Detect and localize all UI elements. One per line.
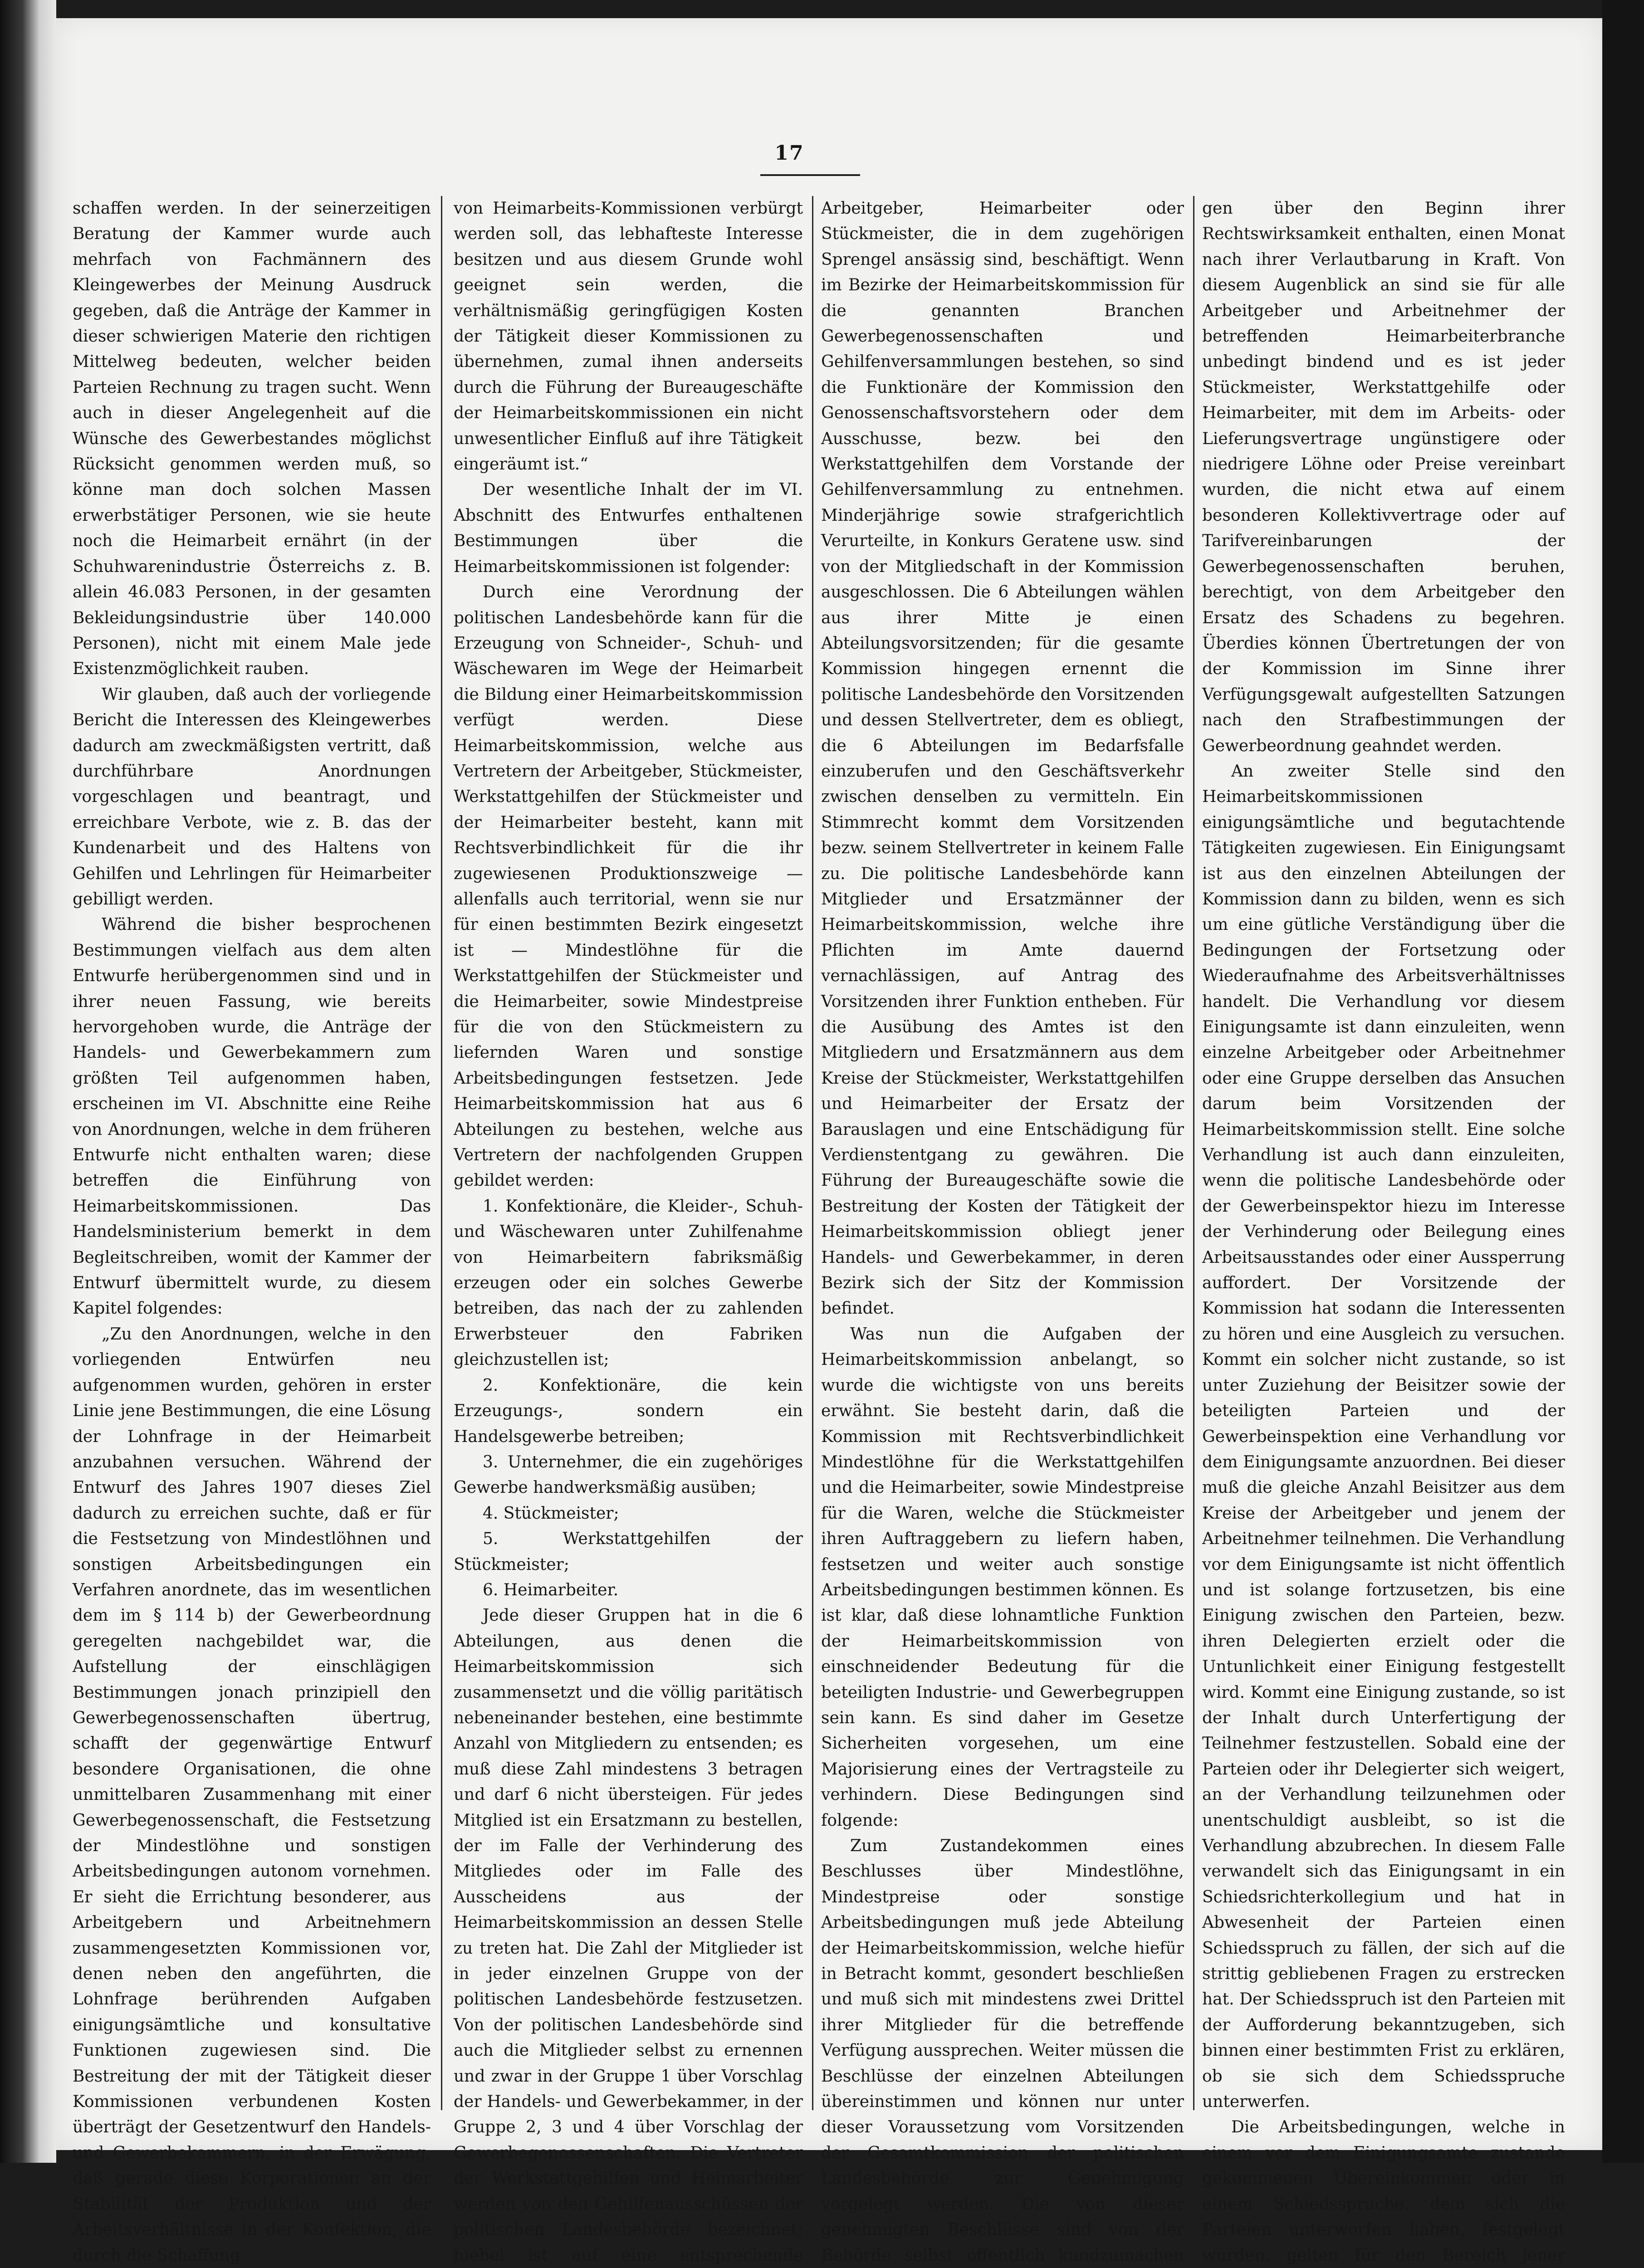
column-rule <box>1193 196 1194 2110</box>
paragraph: An zweiter Stelle sind den Heimarbeitskommissionen einigungsämtliche und begutachtende Tätigkeiten zugewiesen. Ein Einigungsamt ist aus den einzelnen Abteilungen der Kommission dann zu bilden, wenn es sich um eine gütliche Verständigung über die Bedingungen der Fortsetzung oder Wiederaufnahme des Arbeitsverhältnisses handelt. Die Verhandlung vor diesem Einigungsamte ist dann einzuleiten, wenn einzelne Arbeitgeber oder Arbeitnehmer oder eine Gruppe derselben das Ansuchen darum beim Vorsitzenden der Heimarbeitskommission stellt. Eine solche Verhandlung ist auch dann einzuleiten, wenn die politische Landesbehörde oder der Gewerbeinspektor hiezu im Interesse der Verhinderung oder Beilegung eines Arbeitsausstandes oder einer Aussperrung auffordert. Der Vorsitzende der Kommission hat sodann die Interessenten zu hören und eine Ausgleich zu versuchen. Kommt ein solcher nicht zustande, so ist unter Zuziehung der Beisitzer sowie der beteiligten Parteien und der Gewerbeinspektion eine Verhandlung vor dem Einigungsamte anzuordnen. Bei dieser muß die gleiche Anzahl Beisitzer aus dem Kreise der Arbeitgeber und jenem der Arbeitnehmer teilnehmen. Die Verhandlung vor dem Einigungsamte ist nicht öffentlich und ist solange fortzusetzen, bis eine Einigung zwischen den Parteien, bezw. ihren Delegierten erzielt oder die Untunlichkeit einer Einigung festgestellt wird. Kommt eine Einigung zustande, so ist der Inhalt durch Unterfertigung der Teilnehmer festzustellen. Sobald eine der Parteien oder ihr Delegierter sich weigert, an der Verhandlung teilzunehmen oder unentschuldigt ausbleibt, so ist die Verhandlung abzubrechen. In diesem Falle verwandelt sich das Einigungsamt in ein Schiedsrichterkollegium und hat in Abwesenheit der Parteien einen Schiedsspruch zu fällen, der sich auf die strittig gebliebenen Fragen zu erstrecken hat. Der Schiedsspruch ist den Parteien mit der Aufforderung bekanntzugeben, sich binnen einer bestimmten Frist zu erklären, ob sie sich dem Schiedsspruche unterwerfen. <box>1202 762 1565 2112</box>
paragraph: Zum Zustandekommen eines Beschlusses über Mindestlöhne, Mindestpreise oder sonstige Arbeitsbedingungen muß jede Abteilung der Heimarbeitskommission, welche hiefür in Betracht kommt, gesondert beschließen und muß sich mit mindestens zwei Drittel ihrer Mitglieder für die betreffende Verfügung aussprechen. Weiter müssen die Beschlüsse der einzelnen Abteilungen übereinstimmen und können nur unter dieser Voraussetzung vom Vorsitzenden der Gesamtkommission der politischen Landesbehörde zur Genehmigung vorgelegt werden. Die von dieser genehmigten Beschlüsse sind von der Behörde selbst öffentlich kundzumachen <box>821 1837 1184 2265</box>
paragraph: Arbeitgeber, Heimarbeiter oder Stückmeister, die in dem zugehörigen Sprengel ansässig sind, beschäftigt. Wenn im Bezirke der Heimarbeitskommission für die genannten Branchen Gewerbegenossenschaften und Gehilfenversammlungen bestehen, so sind die Funktionäre der Kommission den Genossenschaftsvorstehern oder dem Ausschusse, bezw. bei den Werkstattgehilfen dem Vorstande der Gehilfenversammlung zu entnehmen. Minderjährige sowie strafgerichtlich Verurteilte, in Konkurs Geratene usw. sind von der Mitgliedschaft in der Kommission ausgeschlossen. Die 6 Abteilungen wählen aus ihrer Mitte je einen Abteilungsvorsitzenden; für die gesamte Kommission hingegen ernennt die politische Landesbehörde den Vorsitzenden und dessen Stellvertreter, dem es obliegt, die 6 Abteilungen im Bedarfsfalle einzuberufen und den Geschäftsverkehr zwischen denselben zu vermitteln. Ein Stimmrecht kommt dem Vorsitzenden bezw. seinem Stellvertreter in keinem Falle zu. Die politische Landesbehörde kann Mitglieder und Ersatzmänner der Heimarbeitskommission, welche ihre Pflichten im Amte dauernd vernachlässigen, auf Antrag des Vorsitzenden ihrer Funktion entheben. Für die Ausübung des Amtes ist den Mitgliedern und Ersatzmännern aus dem Kreise der Stückmeister, Werkstattgehilfen und Heimarbeiter der Ersatz der Barauslagen und eine Entschädigung für Verdienstentgang zu gewähren. Die Führung der Bureaugeschäfte sowie die Bestreitung der Kosten der Tätigkeit der Heimarbeitskommission obliegt jener Handels- und Gewerbekammer, in deren Bezirk sich der Sitz der Kommission befindet. <box>821 199 1184 1318</box>
paragraph: gen über den Beginn ihrer Rechtswirksamkeit enthalten, einen Monat nach ihrer Verlautbarung in Kraft. Von diesem Augenblick an sind sie für alle Arbeitgeber und Arbeitnehmer der betreffenden Heimarbeiterbranche unbedingt bindend und es ist jeder Stückmeister, Werkstattgehilfe oder Heimarbeiter, mit dem im Arbeits- oder Lieferungsvertrage ungünstigere oder niedrigere Löhne oder Preise vereinbart wurden, die nicht etwa auf einem besonderen Kollektivvertrage oder auf Tarifvereinbarungen der Gewerbegenossenschaften beruhen, berechtigt, von dem Arbeitgeber den Ersatz des Schadens zu begehren. Überdies können Übertretungen der von der Kommission im Sinne ihrer Verfügungsgewalt aufgestellten Satzungen nach den Strafbestimmungen der Gewerbeordnung geahndet werden. <box>1202 199 1565 755</box>
scan-right-edge <box>1602 0 1644 2163</box>
column-rule <box>441 196 442 2110</box>
scan-left-edge <box>0 0 56 2163</box>
list-item: 4. Stückmeister; <box>483 1504 619 1523</box>
paragraph: Jede dieser Gruppen hat in die 6 Abteilungen, aus denen die Heimarbeitskommission sich zusammensetzt und die völlig paritätisch nebeneinander bestehen, eine bestimmte Anzahl von Mitgliedern zu entsenden; es muß diese Zahl mindestens 3 betragen und darf 6 nicht übersteigen. Für jedes Mitglied ist ein Ersatzmann zu bestellen, der im Falle der Verhinderung des Mitgliedes oder im Falle des Ausscheidens aus der Heimarbeitskommission an dessen Stelle zu treten hat. Die Zahl der Mitglieder ist in jeder einzelnen Gruppe von der politischen Landesbehörde festzusetzen. Von der politischen Landesbehörde sind auch die Mitglieder selbst zu ernennen und zwar in der Gruppe 1 über Vorschlag der Handels- und Gewerbekammer, in der Gruppe 2, 3 und 4 über Vorschlag der Gewerbegenossenschaften. Die Vertreter der Werkstattgehilfen und Heimarbeiter werden von den Gehilfenausschüssen der politischen Landesbehörde bezeichnet; hiebei ist auf eine entsprechende <box>454 1606 803 2265</box>
list-item: 2. Konfektionäre, die kein Erzeugungs-, sondern ein Handelsgewerbe betreiben; <box>454 1376 803 1446</box>
paragraph: Während die bisher besprochenen Bestimmungen vielfach aus dem alten Entwurfe herübergenommen sind und in ihrer neuen Fassung, wie bereits hervorgehoben wurde, die Anträge der Handels- und Gewerbekammern zum größten Teil aufgenommen haben, erscheinen im VI. Abschnitte eine Reihe von Anordnungen, welche in dem früheren Entwurfe nicht enthalten waren; diese betreffen die Einführung von Heimarbeitskommissionen. Das Handelsministerium bemerkt in dem Begleitschreiben, womit der Kammer der Entwurf übermittelt wurde, zu diesem Kapitel folgendes: <box>73 915 431 1318</box>
paragraph: von Heimarbeits-Kommissionen verbürgt werden soll, das lebhafteste Interesse besitzen und aus diesem Grunde wohl geeignet sein werden, die verhältnismäßig geringfügigen Kosten der Tätigkeit dieser Kommissionen zu übernehmen, zumal ihnen anderseits durch die Führung der Bureaugeschäfte der Heimarbeitskommissionen ein nicht unwesentlicher Einfluß auf ihre Tätigkeit eingeräumt ist.“ <box>454 199 803 474</box>
text-column-4 <box>1202 196 1565 2265</box>
page-number: 17 <box>774 142 804 165</box>
page-number-underline <box>760 174 860 176</box>
text-column-3 <box>821 196 1184 2265</box>
paragraph: Durch eine Verordnung der politischen Landesbehörde kann für die Erzeugung von Schneider-, Schuh- und Wäschewaren im Wege der Heimarbeit die Bildung einer Heimarbeitskommission verfügt werden. Diese Heimarbeitskommission, welche aus Vertretern der Arbeitgeber, Stückmeister, Werkstattgehilfen der Stückmeister und der Heimarbeiter besteht, kann mit Rechtsverbindlichkeit für die ihr zugewiesenen Produktionszweige — allenfalls auch territorial, wenn sie nur für einen bestimmten Bezirk eingesetzt ist — Mindestlöhne für die Werkstattgehilfen der Stückmeister und die Heimarbeiter, sowie Mindestpreise für die von den Stückmeistern zu liefernden Waren und sonstige Arbeitsbedingungen festsetzen. Jede Heimarbeitskommission hat aus 6 Abteilungen zu bestehen, welche aus Vertretern der nachfolgenden Gruppen gebildet werden: <box>454 583 803 1190</box>
list-item: 6. Heimarbeiter. <box>483 1580 619 1599</box>
text-column-1 <box>73 196 431 2265</box>
paragraph: „Zu den Anordnungen, welche in den vorliegenden Entwürfen neu aufgenommen wurden, gehören in erster Linie jene Bestimmungen, die eine Lösung der Lohnfrage in der Heimarbeit anzubahnen versuchen. Während der Entwurf des Jahres 1907 dieses Ziel dadurch zu erreichen suchte, daß er für die Festsetzung von Mindestlöhnen und sonstigen Arbeitsbedingungen ein Verfahren anordnete, das im wesentlichen dem im § 114 b) der Gewerbeordnung geregelten nachgebildet war, die Aufstellung der einschlägigen Bestimmungen jonach prinzipiell den Gewerbegenossenschaften übertrug, schafft der gegenwärtige Entwurf besondere Organisationen, die ohne unmittelbaren Zusammenhang mit einer Gewerbegenossenschaft, die Festsetzung der Mindestlöhne und sonstigen Arbeitsbedingungen autonom vornehmen. Er sieht die Errichtung besonderer, aus Arbeitgebern und Arbeitnehmern zusammengesetzten Kommissionen vor, denen neben den angeführten, die Lohnfrage berührenden Aufgaben einigungsämtliche und konsultative Funktionen zugewiesen sind. Die Bestreitung der mit der Tätigkeit dieser Kommissionen verbundenen Kosten überträgt der Gesetzentwurf den Handels- und Gewerbekammern, in der Erwägung, daß gerade diese Korporationen an der Stabilität der Produktion und der Arbeitsverhältnisse in der Konfektion, die durch die Schaffung <box>73 1325 431 2265</box>
text-column-2 <box>454 196 803 2265</box>
list-item: 3. Unternehmer, die ein zugehöriges Gewerbe handwerksmäßig ausüben; <box>454 1452 803 1497</box>
paragraph: Wir glauben, daß auch der vorliegende Bericht die Interessen des Kleingewerbes dadurch am zweckmäßigsten vertritt, daß durchführbare Anordnungen vorgeschlagen und beantragt, und erreichbare Verbote, wie z. B. das der Kundenarbeit und des Haltens von Gehilfen und Lehrlingen für Heimarbeiter gebilligt werden. <box>73 685 431 909</box>
list-item: 1. Konfektionäre, die Kleider-, Schuh- und Wäschewaren unter Zuhilfenahme von Heimarbeitern fabriksmäßig erzeugen oder ein solches Gewerbe betreiben, das nach der zu zahlenden Erwerbsteuer den Fabriken gleichzustellen ist; <box>454 1197 803 1369</box>
column-rule <box>812 196 813 2110</box>
paragraph: Der wesentliche Inhalt der im VI. Abschnitt des Entwurfes enthaltenen Bestimmungen über die Heimarbeitskommissionen ist folgender: <box>454 480 803 576</box>
paragraph: schaffen werden. In der seinerzeitigen Beratung der Kammer wurde auch mehrfach von Fachmännern des Kleingewerbes der Meinung Ausdruck gegeben, daß die Anträge der Kammer in dieser schwierigen Materie den richtigen Mittelweg bedeuten, welcher beiden Parteien Rechnung zu tragen sucht. Wenn auch in dieser Angelegenheit auf die Wünsche des Gewerbestandes möglichst Rücksicht genommen werden muß, so könne man doch solchen Massen erwerbstätiger Personen, wie sie heute noch die Heimarbeit ernährt (in der Schuhwarenindustrie Österreichs z. B. allein 46.083 Personen, in der gesamten Bekleidungsindustrie über 140.000 Personen), nicht mit einem Male jede Existenzmöglichkeit rauben. <box>73 199 431 679</box>
list-item: 5. Werkstattgehilfen der Stückmeister; <box>454 1530 803 1574</box>
paragraph: Was nun die Aufgaben der Heimarbeitskommission anbelangt, so wurde die wichtigste von uns bereits erwähnt. Sie besteht darin, daß die Kommission mit Rechtsverbindlichkeit Mindestlöhne für die Werkstattgehilfen und die Heimarbeiter, sowie Mindestpreise für die Waren, welche die Stückmeister ihren Auftraggebern zu liefern haben, festsetzen und weiter auch sonstige Arbeitsbedingungen bestimmen können. Es ist klar, daß diese lohnamtliche Funktion der Heimarbeitskommission von einschneidender Bedeutung für die beteiligten Industrie- und Gewerbegruppen sein kann. Es sind daher im Gesetze Sicherheiten vorgesehen, um eine Majorisierung eines der Vertragsteile zu verhindern. Diese Bedingungen sind folgende: <box>821 1325 1184 1830</box>
paragraph: Die Arbeitsbedingungen, welche in einem vor dem Einigungsamte zustande gekommenen Übereinkommen oder in einem Schiedsspruche, dem sich die Parteien unterworfen haben, festgelegt wurden, gelten für den Bereich jener <box>1202 2118 1565 2265</box>
